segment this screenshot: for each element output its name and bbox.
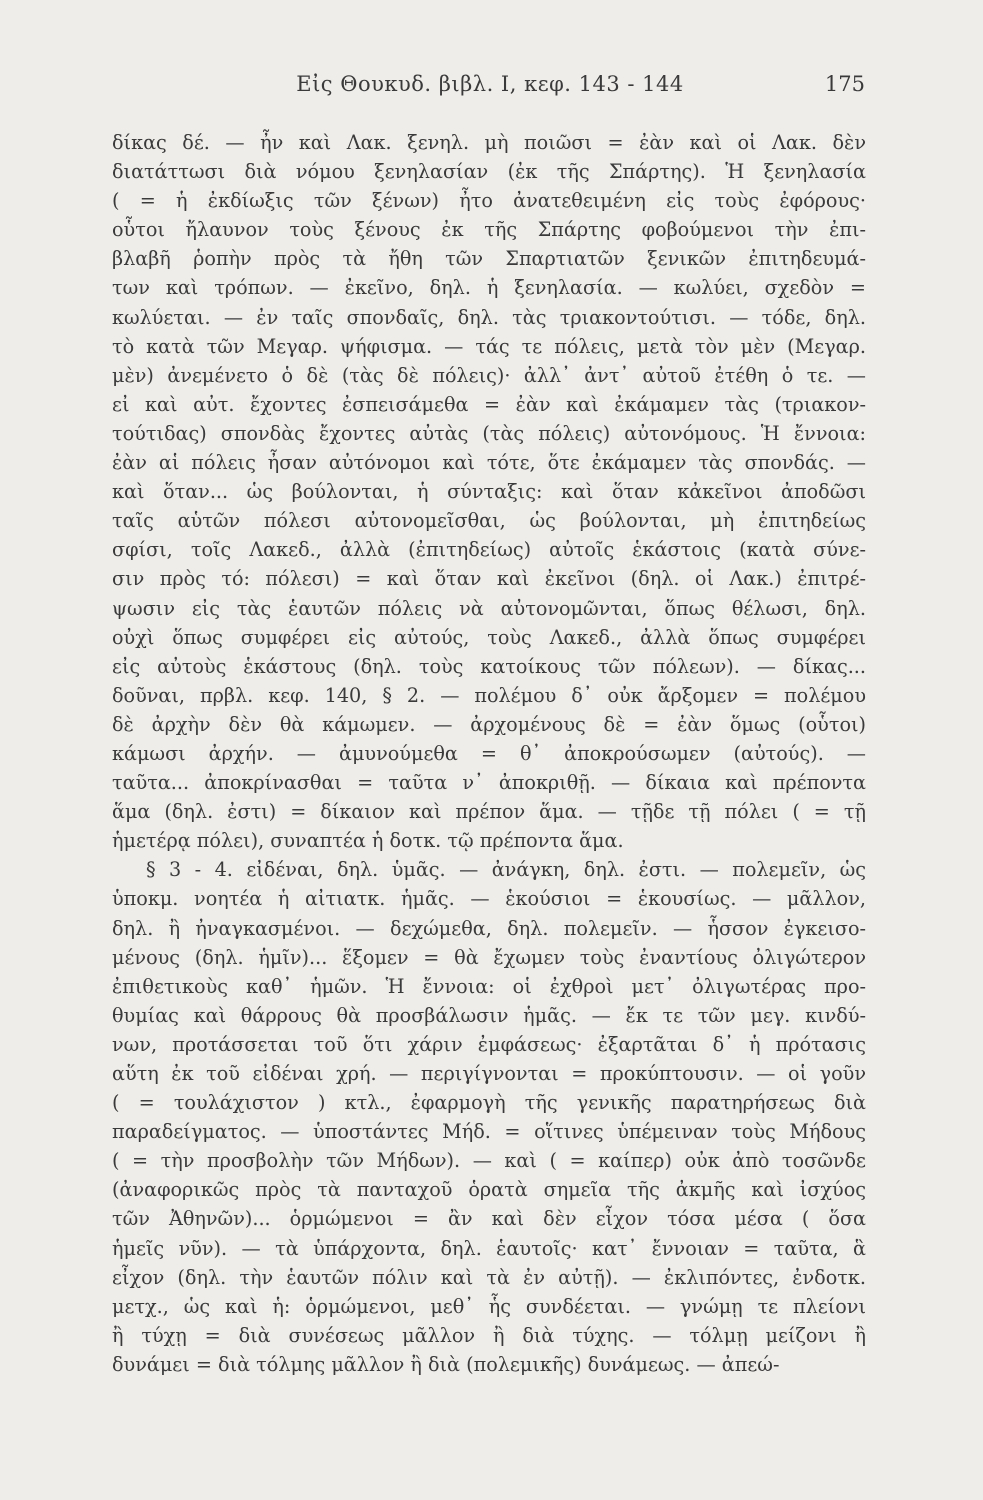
text-line: νων, προτάσσεται τοῦ ὅτι χάριν ἐμφάσεως· ἐξαρτᾶται δ᾽ ἡ πρότασις bbox=[112, 1032, 866, 1056]
section-start-line: § 3 - 4. εἰδέναι, δηλ. ὑμᾶς. — ἀνάγκη, δηλ. ἐστι. — πολεμεῖν, ὡς bbox=[146, 858, 866, 882]
commentary-text bbox=[112, 128, 866, 1379]
page-number: 175 bbox=[824, 72, 865, 96]
page-header bbox=[115, 72, 865, 102]
text-line: βλαβῆ ῥοπὴν πρὸς τὰ ἤθη τῶν Σπαρτιατῶν ξενικῶν ἐπιτηδευμά- bbox=[112, 247, 866, 271]
text-line: (ἀναφορικῶς πρὸς τὰ πανταχοῦ ὁρατὰ σημεῖα τῆς ἀκμῆς καὶ ἰσχύος bbox=[112, 1178, 866, 1202]
text-line: αὕτη ἐκ τοῦ εἰδέναι χρή. — περιγίγνονται = προκύπτουσιν. — οἱ γοῦν bbox=[112, 1062, 866, 1085]
text-line: δίκας δέ. — ἦν καὶ Λακ. ξενηλ. μὴ ποιῶσι = ἐὰν καὶ οἱ Λακ. δὲν bbox=[112, 131, 866, 154]
text-line: ἐὰν αἱ πόλεις ἦσαν αὐτόνομοι καὶ τότε, ὅτε ἐκάμαμεν τὰς σπονδάς. — bbox=[112, 451, 866, 475]
text-line: θυμίας καὶ θάρρους θὰ προσβάλωσιν ἡμᾶς. — ἔκ τε τῶν μεγ. κινδύ- bbox=[112, 1003, 866, 1027]
text-line: ( = ἡ ἐκδίωξις τῶν ξένων) ἦτο ἀνατεθειμένη εἰς τοὺς ἐφόρους· bbox=[112, 189, 866, 213]
text-line: οὐχὶ ὅπως συμφέρει εἰς αὐτούς, τοὺς Λακεδ., ἀλλὰ ὅπως συμφέρει bbox=[112, 625, 866, 649]
text-line: εἰς αὐτοὺς ἑκάστους (δηλ. τοὺς κατοίκους τῶν πόλεων). — δίκας... bbox=[112, 654, 866, 678]
text-line: μετχ., ὡς καὶ ἡ: ὁρμώμενοι, μεθ᾽ ἧς συνδέεται. — γνώμῃ τε πλείονι bbox=[112, 1294, 866, 1318]
text-line: ἡμετέρᾳ πόλει), συναπτέα ἡ δοτκ. τῷ πρέποντα ἅμα. bbox=[112, 829, 624, 853]
text-line: ψωσιν εἰς τὰς ἑαυτῶν πόλεις νὰ αὐτονομῶνται, ὅπως θέλωσι, δηλ. bbox=[112, 596, 866, 620]
text-line: σιν πρὸς τό: πόλεσι) = καὶ ὅταν καὶ ἐκεῖνοι (δηλ. οἱ Λακ.) ἐπιτρέ- bbox=[112, 567, 866, 591]
text-line: ἐπιθετικοὺς καθ᾽ ἡμῶν. Ἡ ἔννοια: οἱ ἐχθροὶ μετ᾽ ὀλιγωτέρας προ- bbox=[112, 974, 866, 998]
text-line: δυνάμει = διὰ τόλμης μᾶλλον ἢ διὰ (πολεμικῆς) δυνάμεως. — ἀπεώ- bbox=[112, 1352, 780, 1376]
text-line: ταῦτα... ἀποκρίνασθαι = ταῦτα ν᾽ ἀποκριθῇ. — δίκαια καὶ πρέποντα bbox=[112, 771, 866, 795]
text-line: δὲ ἀρχὴν δὲν θὰ κάμωμεν. — ἀρχομένους δὲ = ἐὰν ὅμως (οὗτοι) bbox=[112, 712, 866, 736]
text-line: σφίσι, τοῖς Λακεδ., ἀλλὰ (ἐπιτηδείως) αὐτοῖς ἑκάστοις (κατὰ σύνε- bbox=[112, 538, 866, 562]
text-line: εἰ καὶ αὐτ. ἔχοντες ἐσπεισάμεθα = ἐὰν καὶ ἐκάμαμεν τὰς (τριακον- bbox=[112, 392, 866, 416]
text-line: ( = τουλάχιστον ) κτλ., ἐφαρμογὴ τῆς γενικῆς παρατηρήσεως διὰ bbox=[112, 1091, 866, 1115]
text-line: τῶν Ἀθηνῶν)... ὁρμώμενοι = ἂν καὶ δὲν εἶχον τόσα μέσα ( ὅσα bbox=[112, 1207, 866, 1231]
text-line: παραδείγματος. — ὑποστάντες Μήδ. = οἵτινες ὑπέμειναν τοὺς Μήδους bbox=[112, 1120, 866, 1144]
text-line: ἡμεῖς νῦν). — τὰ ὑπάρχοντα, δηλ. ἑαυτοῖς· κατ᾽ ἔννοιαν = ταῦτα, ἃ bbox=[112, 1236, 866, 1260]
text-line: κωλύεται. — ἐν ταῖς σπονδαῖς, δηλ. τὰς τριακοντούτισι. — τόδε, δηλ. bbox=[112, 305, 866, 329]
text-line: τούτιδας) σπονδὰς ἔχοντες αὐτὰς (τὰς πόλεις) αὐτονόμους. Ἡ ἔννοια: bbox=[112, 421, 866, 445]
text-line: των καὶ τρόπων. — ἐκεῖνο, δηλ. ἡ ξενηλασία. — κωλύει, σχεδὸν = bbox=[112, 276, 866, 300]
text-line: καὶ ὅταν... ὡς βούλονται, ἡ σύνταξις: καὶ ὅταν κἀκεῖνοι ἀποδῶσι bbox=[112, 480, 866, 504]
text-line: κάμωσι ἀρχήν. — ἀμυνούμεθα = θ᾽ ἀποκρούσωμεν (αὐτούς). — bbox=[112, 741, 866, 765]
text-line: μένους (δηλ. ἡμῖν)... ἕξομεν = θὰ ἔχωμεν τοὺς ἐναντίους ὀλιγώτερον bbox=[112, 945, 866, 969]
text-line: ( = τὴν προσβολὴν τῶν Μήδων). — καὶ ( = καίπερ) οὐκ ἀπὸ τοσῶνδε bbox=[112, 1149, 866, 1173]
text-line: ἢ τύχῃ = διὰ συνέσεως μᾶλλον ἢ διὰ τύχης. — τόλμῃ μείζονι ἢ bbox=[112, 1323, 866, 1347]
text-line: ὑποκμ. νοητέα ἡ αἰτιατκ. ἡμᾶς. — ἑκούσιοι = ἑκουσίως. — μᾶλλον, bbox=[112, 887, 866, 911]
text-line: τὸ κατὰ τῶν Μεγαρ. ψήφισμα. — τάς τε πόλεις, μετὰ τὸν μὲν (Μεγαρ. bbox=[112, 334, 866, 358]
text-line: ταῖς αὑτῶν πόλεσι αὐτονομεῖσθαι, ὡς βούλονται, μὴ ἐπιτηδείως bbox=[112, 509, 866, 533]
text-line: διατάττωσι διὰ νόμου ξενηλασίαν (ἐκ τῆς Σπάρτης). Ἡ ξενηλασία bbox=[112, 160, 866, 184]
text-line: δηλ. ἢ ἠναγκασμένοι. — δεχώμεθα, δηλ. πολεμεῖν. — ἧσσον ἐγκεισο- bbox=[112, 916, 866, 940]
text-line: ἅμα (δηλ. ἐστι) = δίκαιον καὶ πρέπον ἅμα. — τῇδε τῇ πόλει ( = τῇ bbox=[112, 800, 866, 824]
text-line: οὗτοι ἤλαυνον τοὺς ξένους ἐκ τῆς Σπάρτης φοβούμενοι τὴν ἐπι- bbox=[112, 218, 866, 242]
text-line: δοῦναι, πρβλ. κεφ. 140, § 2. — πολέμου δ᾽ οὐκ ἄρξομεν = πολέμου bbox=[112, 683, 866, 707]
text-line: εἶχον (δηλ. τὴν ἑαυτῶν πόλιν καὶ τὰ ἐν αὐτῇ). — ἐκλιπόντες, ἐνδοτκ. bbox=[112, 1265, 866, 1289]
running-head: Εἰς Θουκυδ. βιβλ. Ι, κεφ. 143 - 144 bbox=[296, 72, 684, 96]
text-line: μὲν) ἀνεμένετο ὁ δὲ (τὰς δὲ πόλεις)· ἀλλ᾽ ἀντ᾽ αὐτοῦ ἐτέθη ὁ τε. — bbox=[112, 363, 866, 387]
